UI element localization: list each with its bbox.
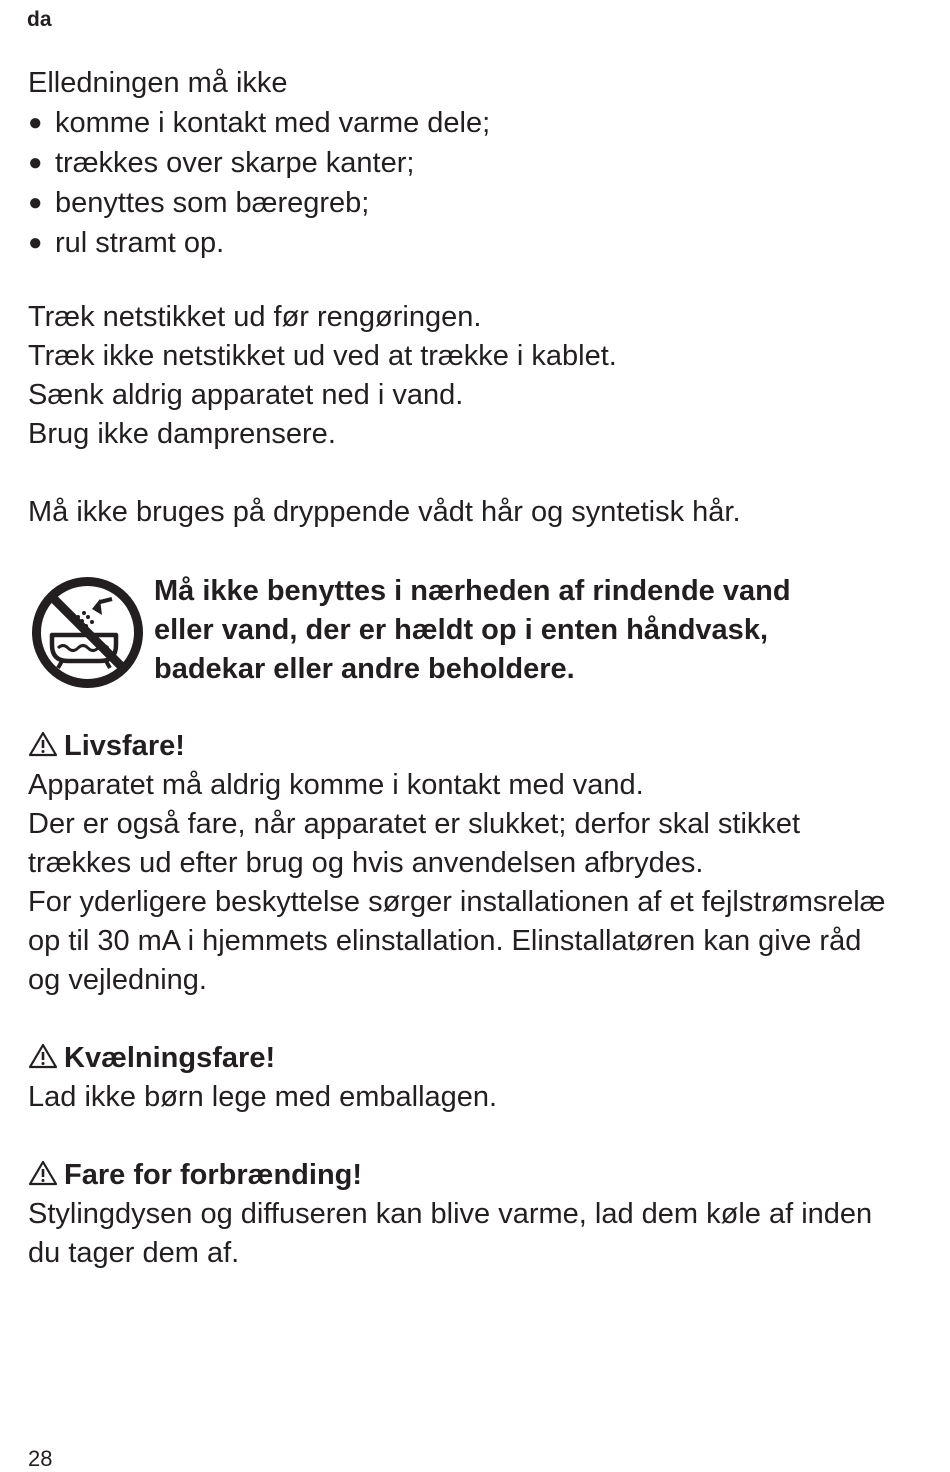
- suffocation-section: [28, 1039, 950, 1117]
- list-item: ● benyttes som bæregreb;: [28, 183, 950, 223]
- warning-triangle-icon: [28, 1160, 58, 1186]
- text-line: Må ikke benyttes i nærheden af rindende vand: [154, 575, 791, 607]
- water-warning: [154, 572, 791, 689]
- list-item: ● komme i kontakt med varme dele;: [28, 103, 950, 143]
- text-line: Stylingdysen og diffuseren kan blive varme, lad dem køle af inden: [28, 1198, 873, 1230]
- cord-intro: Elledningen må ikke: [28, 67, 288, 99]
- bullet-icon: ●: [28, 189, 43, 216]
- section-title: Kvælningsfare!: [28, 1039, 950, 1078]
- text-line: Apparatet må aldrig komme i kontakt med vand.: [28, 769, 644, 801]
- burn-section: [28, 1156, 950, 1273]
- bullet-icon: ●: [28, 229, 43, 256]
- warning-triangle-icon: [28, 731, 58, 757]
- list-item: ● rul stramt op.: [28, 223, 950, 263]
- cord-instructions: [28, 64, 950, 263]
- text-line: eller vand, der er hældt op i enten håndvask,: [154, 614, 768, 646]
- language-code: da: [27, 8, 52, 31]
- text-line: Lad ikke børn lege med emballagen.: [28, 1081, 498, 1113]
- text-line: Træk ikke netstikket ud ved at trække i kablet.: [28, 340, 617, 372]
- list-item: ● trækkes over skarpe kanter;: [28, 143, 950, 183]
- text-line: Brug ikke damprensere.: [28, 418, 336, 450]
- text-line: op til 30 mA i hjemmets elinstallation. Elinstallatøren kan give råd: [28, 925, 862, 957]
- page-number: 28: [28, 1446, 53, 1471]
- bullet-icon: ●: [28, 149, 43, 176]
- hair-note: Må ikke bruges på dryppende vådt hår og syntetisk hår.: [28, 496, 741, 528]
- text-line: Der er også fare, når apparatet er slukket; derfor skal stikket: [28, 808, 801, 840]
- warning-triangle-icon: [28, 1043, 58, 1069]
- cleaning-instructions: [28, 298, 950, 454]
- text-line: du tager dem af.: [28, 1237, 240, 1269]
- text-line: badekar eller andre beholdere.: [154, 653, 575, 685]
- bullet-icon: ●: [28, 109, 43, 136]
- section-title: Livsfare!: [28, 727, 950, 766]
- text-line: For yderligere beskyttelse sørger installationen af et fejlstrømsrelæ: [28, 886, 886, 918]
- no-bath-water-icon: [30, 575, 145, 690]
- life-danger-section: [28, 727, 950, 1000]
- text-line: Træk netstikket ud før rengøringen.: [28, 301, 482, 333]
- text-line: og vejledning.: [28, 964, 207, 996]
- text-line: Sænk aldrig apparatet ned i vand.: [28, 379, 464, 411]
- section-title: Fare for forbrænding!: [28, 1156, 950, 1195]
- text-line: trækkes ud efter brug og hvis anvendelsen afbrydes.: [28, 847, 704, 879]
